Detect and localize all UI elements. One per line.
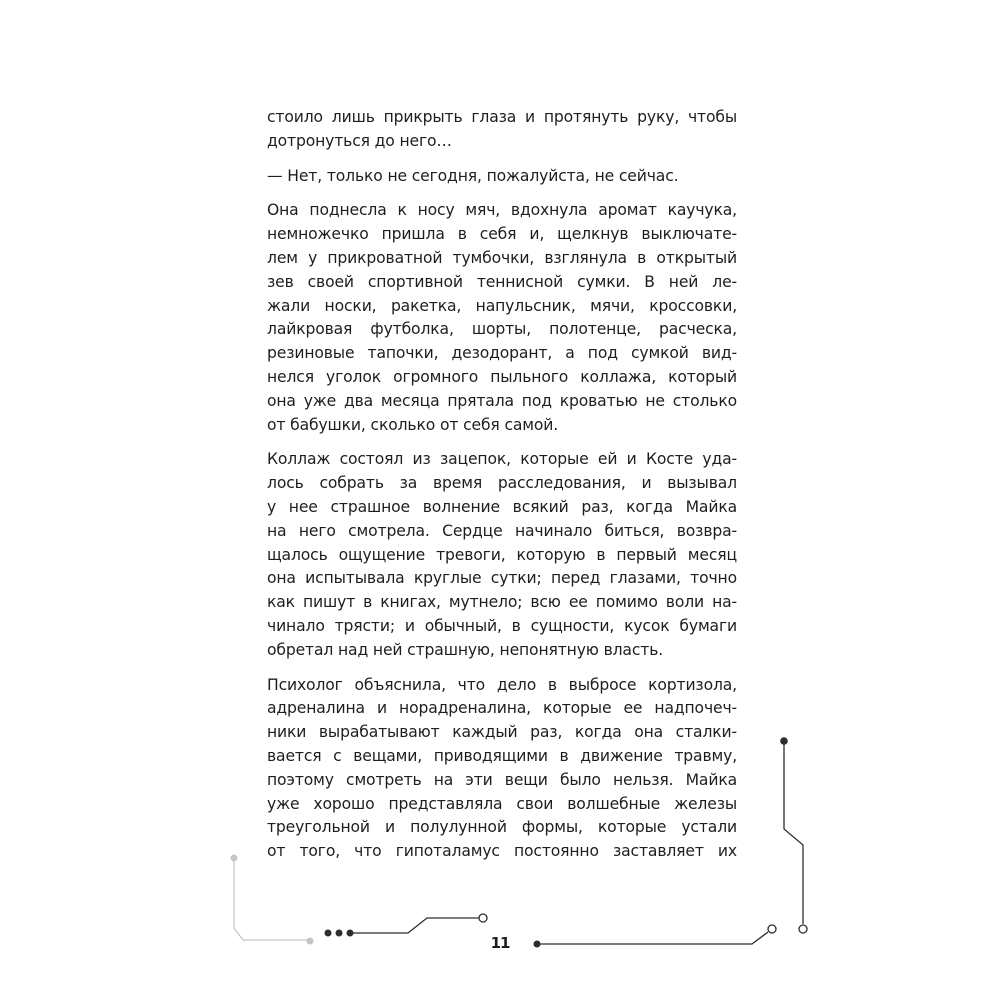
text-line: вается с вещами, приводящими в движение травму, — [267, 746, 737, 765]
text-line: у нее страшное волнение всякий раз, когда Майка — [267, 497, 737, 516]
text-line: резиновые тапочки, дезодорант, а под сумкой вид- — [267, 344, 737, 363]
text-line: она испытывала круглые сутки; перед глазами, точно — [267, 569, 737, 588]
text-line: чинало трясти; и обычный, в сущности, кусок бумаги — [267, 616, 737, 635]
paragraph — [267, 448, 737, 662]
circuit-trace — [234, 861, 308, 940]
circuit-node-dot — [231, 855, 238, 862]
text-line: нелся уголок огромного пыльного коллажа, который — [267, 367, 737, 386]
text-line: поэтому смотреть на эти вещи было нельзя. Майка — [267, 770, 737, 789]
circuit-node-dot — [325, 930, 332, 937]
page-number: 11 — [490, 934, 510, 952]
text-line: лем у прикроватной тумбочки, взглянула в открытый — [267, 248, 737, 267]
paragraph — [267, 106, 737, 154]
text-line: немножечко пришла в себя и, щелкнув выключате- — [267, 225, 737, 244]
text-line: лось собрать за время расследования, и вызывал — [267, 474, 737, 493]
text-line: ники вырабатывают каждый раз, когда она сталки- — [267, 723, 737, 742]
dots-circuit-branch — [325, 914, 488, 937]
circuit-node-dot — [307, 938, 314, 945]
left-circuit-branch — [231, 855, 314, 945]
text-line: как пишут в книгах, мутнело; всю ее помимо воли на- — [267, 593, 737, 612]
paragraph — [267, 165, 737, 189]
circuit-trace — [350, 918, 479, 933]
text-line: дотронуться до него… — [267, 131, 452, 150]
circuit-trace — [537, 932, 768, 944]
circuit-trace — [784, 741, 803, 924]
text-line: уже хорошо представляла свои волшебные железы — [267, 794, 737, 813]
text-line: стоило лишь прикрыть глаза и протянуть руку, чтобы — [267, 108, 737, 126]
text-line: зев своей спортивной теннисной сумки. В ней ле- — [267, 272, 737, 291]
text-line: адреналина и норадреналина, которые ее надпочеч- — [267, 699, 737, 718]
text-line: Она поднесла к носу мяч, вдохнула аромат каучука, — [267, 201, 737, 220]
page-body-text — [267, 106, 737, 864]
text-line: — Нет, только не сегодня, пожалуйста, не сейчас. — [267, 166, 679, 185]
text-line: обретал над ней страшную, непонятную власть. — [267, 640, 664, 659]
paragraph — [267, 674, 737, 864]
text-line: Коллаж состоял из зацепок, которые ей и Косте уда- — [267, 450, 737, 469]
circuit-node-ring — [799, 925, 807, 933]
text-line: треугольной и полулунной формы, которые устали — [267, 818, 737, 837]
circuit-node-dot — [336, 930, 343, 937]
paragraph — [267, 199, 737, 437]
text-line: от того, что гипоталамус постоянно заставляет их — [267, 842, 737, 861]
circuit-node-ring — [768, 925, 776, 933]
text-line: щалось ощущение тревоги, которую в первый месяц — [267, 545, 737, 564]
circuit-node-ring — [479, 914, 487, 922]
text-line: Психолог объяснила, что дело в выбросе кортизола, — [267, 675, 737, 694]
text-line: на него смотрела. Сердце начинало биться, возвра- — [267, 521, 737, 540]
text-line: лайкровая футболка, шорты, полотенце, расческа, — [267, 320, 737, 339]
text-line: жали носки, ракетка, напульсник, мячи, кроссовки, — [267, 296, 737, 315]
text-line: от бабушки, сколько от себя самой. — [267, 415, 559, 434]
text-line: она уже два месяца прятала под кроватью не столько — [267, 391, 737, 410]
